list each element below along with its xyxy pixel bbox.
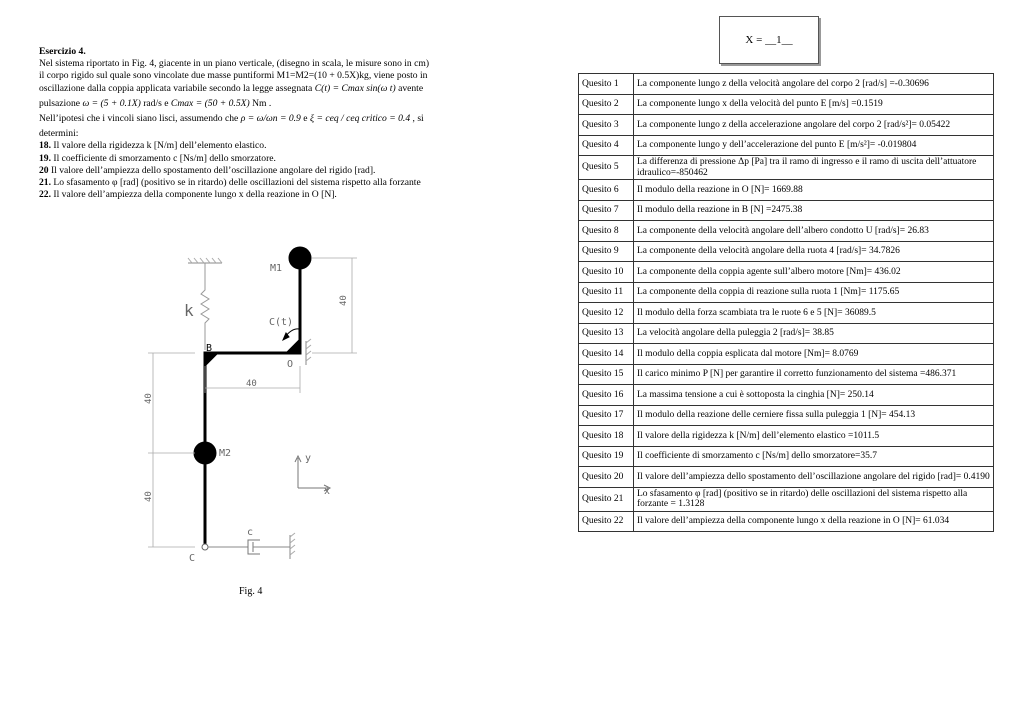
answer-row xyxy=(579,511,994,532)
answer-label: Quesito 17 xyxy=(579,405,634,426)
answers-table xyxy=(578,73,994,532)
answer-text: La componente della velocità angolare dell’albero condotto U [rad/s]= 26.83 xyxy=(634,221,994,242)
answer-text: Il carico minimo P [N] per garantire il corretto funzionamento del sistema =486.371 xyxy=(634,364,994,385)
answer-row xyxy=(579,221,994,242)
answer-label: Quesito 4 xyxy=(579,135,634,156)
answer-label: Quesito 22 xyxy=(579,511,634,532)
answer-text: Il valore della rigidezza k [N/m] dell’elemento elastico =1011.5 xyxy=(634,426,994,447)
exercise-line-1: Nel sistema riportato in Fig. 4, giacente in un piano verticale, (disegno in scala, le misure sono in cm) xyxy=(39,58,430,70)
mass-m2 xyxy=(194,442,216,464)
exercise-line-2: il corpo rigido sul quale sono vincolate due masse puntiformi M1=M2=(10 + 0.5X)kg, viene posto in xyxy=(39,70,428,82)
answer-text: Il coefficiente di smorzamento c [Ns/m] dello smorzatore=35.7 xyxy=(634,446,994,467)
cmax-formula: Cmax = (50 + 0.5X) xyxy=(170,97,250,109)
answer-row xyxy=(579,446,994,467)
hinge-o-marker xyxy=(286,339,300,353)
answer-label: Quesito 8 xyxy=(579,221,634,242)
exercise-line-5 xyxy=(39,113,463,125)
answer-label: Quesito 1 xyxy=(579,74,634,95)
answer-row xyxy=(579,364,994,385)
label-o: O xyxy=(287,359,294,370)
dim-label-right: 40 xyxy=(339,295,349,306)
exercise-title: Esercizio 4. xyxy=(39,46,86,57)
answer-row xyxy=(579,467,994,488)
question-number: 21. xyxy=(39,177,51,189)
answer-row xyxy=(579,426,994,447)
answer-row xyxy=(579,303,994,324)
answer-label: Quesito 16 xyxy=(579,385,634,406)
answer-row xyxy=(579,405,994,426)
line5-text-mid: e xyxy=(303,113,308,125)
mass-m1 xyxy=(289,247,311,269)
line5-text-end: , si xyxy=(412,113,424,125)
answer-label: Quesito 19 xyxy=(579,446,634,467)
dim-label-horizontal: 40 xyxy=(246,379,257,389)
label-k: k xyxy=(184,301,194,320)
answer-label: Quesito 21 xyxy=(579,487,634,511)
spring-k xyxy=(201,263,209,350)
student-number-box xyxy=(719,16,819,64)
question-text: Il valore dell’ampiezza della componente lungo x della reazione in O [N]. xyxy=(53,189,337,201)
support-o-hatch xyxy=(306,339,311,361)
question-number: 18. xyxy=(39,140,51,152)
answer-label: Quesito 20 xyxy=(579,467,634,488)
line4-text: pulsazione xyxy=(39,97,81,109)
answer-label: Quesito 6 xyxy=(579,180,634,201)
line4-text-end: Nm . xyxy=(252,97,272,109)
question-text: Lo sfasamento φ [rad] (positivo se in ritardo) delle oscillazioni del sistema rispetto alla forzante xyxy=(53,177,421,189)
answer-text: Il modulo della reazione delle cerniere fissa sulla puleggia 1 [N]= 454.13 xyxy=(634,405,994,426)
damper-ground-hatch xyxy=(290,533,295,555)
answer-text: Il valore dell’ampiezza dello spostamento dell’oscillazione angolare del rigido [rad]= 0.4190 xyxy=(634,467,994,488)
answer-label: Quesito 11 xyxy=(579,282,634,303)
question-text: Il valore dell’ampiezza dello spostamento dell’oscillazione angolare del rigido [rad]. xyxy=(48,164,376,176)
answer-label: Quesito 10 xyxy=(579,262,634,283)
label-m1: M1 xyxy=(270,263,283,274)
question-text: Il coefficiente di smorzamento c [Ns/m] dello smorzatore. xyxy=(53,152,276,164)
line5-text: Nell’ipotesi che i vincoli siano lisci, assumendo che xyxy=(39,113,239,125)
answer-row xyxy=(579,94,994,115)
dim-label-left-lower: 40 xyxy=(144,491,154,502)
label-ct: C(t) xyxy=(269,317,294,328)
answer-label: Quesito 18 xyxy=(579,426,634,447)
answer-row xyxy=(579,156,994,180)
exercise-line-6: determini: xyxy=(39,128,79,140)
rigid-body xyxy=(205,258,300,547)
answer-row xyxy=(579,344,994,365)
answer-row xyxy=(579,385,994,406)
answer-row xyxy=(579,262,994,283)
answer-row xyxy=(579,180,994,201)
label-c-point: C xyxy=(189,553,196,564)
question-number: 22. xyxy=(39,189,51,201)
mechanism-figure xyxy=(130,240,370,575)
answer-text: La componente lungo z della accelerazione angolare del corpo 2 [rad/s²]= 0.05422 xyxy=(634,115,994,136)
dimension-lines xyxy=(148,258,357,547)
answer-text: Lo sfasamento φ [rad] (positivo se in ritardo) delle oscillazioni del sistema rispetto alla forzante = 1.3128 xyxy=(634,487,994,511)
answer-label: Quesito 2 xyxy=(579,94,634,115)
answer-row xyxy=(579,487,994,511)
answer-label: Quesito 14 xyxy=(579,344,634,365)
answer-row xyxy=(579,200,994,221)
line3-text-end: avente xyxy=(398,82,424,94)
dim-label-left-upper: 40 xyxy=(144,393,154,404)
answer-text: La componente della velocità angolare della ruota 4 [rad/s]= 34.7826 xyxy=(634,241,994,262)
answer-text: La componente lungo z della velocità angolare del corpo 2 [rad/s] =-0.30696 xyxy=(634,74,994,95)
question-item xyxy=(39,165,463,177)
question-item xyxy=(39,177,463,189)
answer-text: Il valore dell’ampiezza della componente lungo x della reazione in O [N]= 61.034 xyxy=(634,511,994,532)
answer-text: Il modulo della reazione in B [N] =2475.38 xyxy=(634,200,994,221)
question-item xyxy=(39,140,463,152)
answer-text: La velocità angolare della puleggia 2 [rad/s]= 38.85 xyxy=(634,323,994,344)
question-number: 19. xyxy=(39,152,51,164)
question-number: 20 xyxy=(39,164,49,176)
label-m2: M2 xyxy=(219,448,232,459)
exercise-line-4 xyxy=(39,98,463,110)
answer-label: Quesito 5 xyxy=(579,156,634,180)
answer-label: Quesito 3 xyxy=(579,115,634,136)
label-c-damper: c xyxy=(247,527,254,538)
answer-text: La componente lungo x della velocità del punto E [m/s] =0.1519 xyxy=(634,94,994,115)
answer-text: Il modulo della forza scambiata tra le ruote 6 e 5 [N]= 36089.5 xyxy=(634,303,994,324)
line4-text-mid: rad/s e xyxy=(143,97,169,109)
rho-formula: ρ = ω/ωn = 0.9 xyxy=(240,113,301,125)
answer-label: Quesito 9 xyxy=(579,241,634,262)
omega-formula: ω = (5 + 0.1X) xyxy=(82,97,141,109)
answer-text: La componente della coppia agente sull’albero motore [Nm]= 436.02 xyxy=(634,262,994,283)
exercise-text xyxy=(39,46,463,201)
student-number-text: X = __1__ xyxy=(745,34,793,46)
line3-text: oscillazione dalla coppia applicata variabile secondo la legge assegnata xyxy=(39,82,313,94)
answer-row xyxy=(579,115,994,136)
answer-label: Quesito 12 xyxy=(579,303,634,324)
hinge-b-marker xyxy=(205,353,218,366)
answer-row xyxy=(579,135,994,156)
xi-formula: ξ = ceq / ceq critico = 0.4 xyxy=(309,113,411,125)
answer-text: La componente lungo y dell’accelerazione del punto E [m/s²]= -0.019804 xyxy=(634,135,994,156)
figure-caption: Fig. 4 xyxy=(239,586,263,597)
label-b: B xyxy=(206,343,213,354)
answer-row xyxy=(579,241,994,262)
question-item xyxy=(39,189,463,201)
answer-text: La differenza di pressione Δp [Pa] tra il ramo di ingresso e il ramo di uscita dell’attuatore idraulico=-850462 xyxy=(634,156,994,180)
answer-label: Quesito 15 xyxy=(579,364,634,385)
question-text: Il valore della rigidezza k [N/m] dell’elemento elastico. xyxy=(53,140,267,152)
exercise-line-3 xyxy=(39,83,463,95)
label-y-axis: y xyxy=(305,453,312,464)
point-c xyxy=(202,544,208,550)
answer-row xyxy=(579,323,994,344)
spring-ground-hatch xyxy=(188,258,222,263)
answer-row xyxy=(579,282,994,303)
torque-law-formula: C(t) = Cmax sin(ω t) xyxy=(314,82,396,94)
answer-text: Il modulo della reazione in O [N]= 1669.88 xyxy=(634,180,994,201)
answer-text: La componente della coppia di reazione sulla ruota 1 [Nm]= 1175.65 xyxy=(634,282,994,303)
answer-label: Quesito 13 xyxy=(579,323,634,344)
label-x-axis: x xyxy=(324,486,331,497)
answer-text: La massima tensione a cui è sottoposta la cinghia [N]= 250.14 xyxy=(634,385,994,406)
answer-row xyxy=(579,74,994,95)
answer-text: Il modulo della coppia esplicata dal motore [Nm]= 8.0769 xyxy=(634,344,994,365)
question-item xyxy=(39,153,463,165)
answer-label: Quesito 7 xyxy=(579,200,634,221)
